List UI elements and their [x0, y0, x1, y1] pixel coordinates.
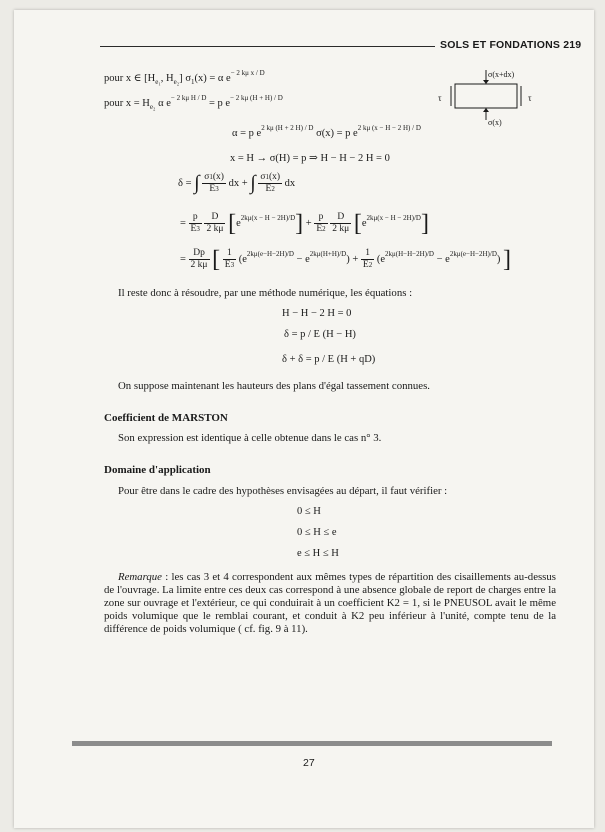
page-number: 27: [303, 757, 315, 769]
equation-7: = $\frac{Dp}{2 k\mu}$ [ $\frac{1}{E3}$ $(e^{2k\mu(e-H-2H)/D} - e^{2k\mu(H+H)/D})$ + $\frac{1}{E2}$ $(e^{2k\mu(H-H-2H)/D} - e^{2k\mu(e-H-2H)/D})$ ]: [180, 246, 511, 273]
heading-marston: Coefficient de MARSTON: [104, 412, 228, 424]
condition-2: 0 ≤ H ≤ e: [297, 527, 337, 538]
equation-4: x = H → σ(H) = p ⇒ H − H − 2 H = 0: [230, 153, 390, 164]
system-eq-3: δ + δ = p / E (H + qD): [282, 354, 376, 365]
footer-rule: [72, 741, 552, 746]
paragraph-hypothesis: On suppose maintenant les hauteurs des plans d'égal tassement connues.: [118, 380, 430, 392]
diagram-label-bottom: σ(x): [488, 118, 502, 127]
condition-3: e ≤ H ≤ H: [297, 548, 339, 559]
equation-2: pour $x = H_{e_2}$ α $e^{- 2 k\mu H / D} = p$ $e^{- 2 k\mu (H + H) / D}$: [104, 94, 283, 111]
soil-element-box: [455, 84, 517, 108]
system-eq-2: δ = p / E (H − H): [284, 329, 356, 340]
equation-1: pour x ∈ [$H_{e_1}$, $H_{e_2}$] $\sigma_1(x) = \alpha$ $e^{- 2 k\mu x / D}$: [104, 69, 265, 86]
paragraph-marston: Son expression est identique à celle obtenue dans le cas n° 3.: [118, 432, 382, 444]
diagram-label-left: τ: [438, 93, 442, 103]
paragraph-numeric-method: Il reste donc à résoudre, par une méthode numérique, les équations :: [118, 287, 413, 299]
running-header: SOLS ET FONDATIONS 219: [440, 39, 582, 51]
equation-3: α = p $e^{2 k\mu (H + 2 H) / D}$ σ(x) = p $e^{2 k\mu (x - H - 2 H) / D}$: [232, 124, 421, 139]
equation-5: δ = ∫ $\frac{\sigma 1(x)}{E3}$ dx + ∫ $\frac{\sigma 1(x)}{E2}$ dx: [178, 172, 296, 194]
header-rule: [100, 46, 435, 47]
condition-1: 0 ≤ H: [297, 506, 321, 517]
system-eq-1: H − H − 2 H = 0: [282, 308, 352, 319]
equation-6: = $\frac{p}{E3}$ $\frac{D}{2 k\mu}$ $[e^{2k\mu(x - H - 2H)/D}]$ + $\frac{p}{E2}$ $\frac{D}{2 k\mu}$ $[e^{2k\mu(x - H - 2H)/D}]$: [180, 210, 429, 237]
remark-paragraph: [104, 571, 556, 636]
remark-text: : les cas 3 et 4 correspondent aux mêmes types de répartition des cisaillements au-dessus de l'ouvrage. La limite entre ces deux cas correspond à une absence globale de report de charges entre la zone sur ouvrage et l'extérieur, ce qui conduirait à un coefficient K2 = 1, si le PNEUSOL avait le même poids volumique que le remblai courant, et conduit à K2 peu inférieur à l'unité, compte tenu de la différence de poids volumique ( cf. fig. 9 à 11).: [104, 571, 556, 635]
heading-domaine: Domaine d'application: [104, 464, 211, 476]
diagram-label-top: σ(x+dx): [488, 70, 515, 79]
paragraph-domaine: Pour être dans le cadre des hypothèses envisagées au départ, il faut vérifier :: [118, 485, 448, 497]
remark-label: Remarque: [118, 571, 162, 583]
diagram-label-right: τ: [528, 93, 532, 103]
